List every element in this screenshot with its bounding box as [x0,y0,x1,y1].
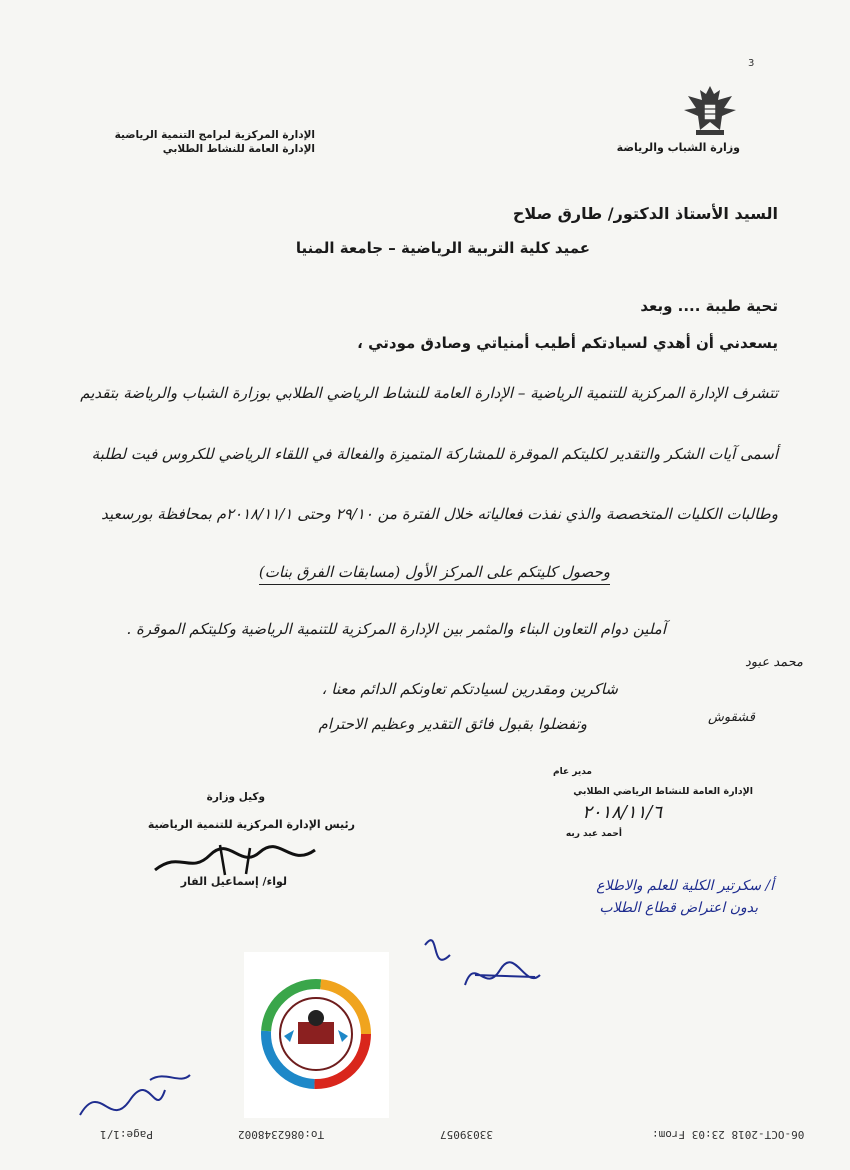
fax-date: 06-OCT-2018 23:03 From: [652,1128,805,1141]
marginal-signature-small: قشقوش [708,710,755,725]
body-line-5: آملين دوام التعاون البناء والمثمر بين الإدارة المركزية للتنمية الرياضية وكليتكم الموقرة . [126,620,666,638]
body-line-6: شاكرين ومقدرين لسيادتكم تعاونكم الدائم معنا ، [321,680,618,698]
dept-line-2: الإدارة العامة للنشاط الطلابي [162,143,315,155]
body-line-3: وطالبات الكليات المتخصصة والذي نفذت فعالياته خلال الفترة من ٢٩/١٠ وحتى ٢٠١٨/١١/١م بمحافظة بورسعيد [101,505,778,523]
deputy-signature-icon [150,840,320,880]
wishes-line: يسعدني أن أهدي لسيادتكم أطيب أمنياتي وصادق مودتي ، [357,334,778,352]
fax-page-count: Page:1/1 [100,1128,153,1141]
body-line-7: وتفضلوا بقبول فائق التقدير وعظيم الاحترام [318,715,587,733]
body-line-1: تتشرف الإدارة المركزية للتنمية الرياضية – الإدارة العامة للنشاط الرياضي الطلابي بوزارة الشباب والرياضة بتقديم [80,384,778,402]
watermark-logo [244,952,389,1118]
addressee-name: السيد الأستاذ الدكتور/ طارق صلاح [512,204,778,223]
fax-from-number: 33039057 [440,1128,493,1141]
deputy-title: وكيل وزارة [206,791,265,803]
blue-initials-icon [70,1060,200,1135]
handwritten-note-1: أ/ سكرتير الكلية للعلم والاطلاع [596,878,774,894]
page-number: 3 [748,58,755,69]
addressee-title: عميد كلية التربية الرياضية – جامعة المنيا [295,239,590,257]
deputy-head: رئيس الإدارة المركزية للتنمية الرياضية [147,818,355,831]
department-block [115,128,315,156]
circular-logo-icon [244,952,389,1118]
handwritten-note-2: بدون اعتراض قطاع الطلاب [599,900,758,916]
director-title: مدير عام [552,767,592,777]
greeting: تحية طيبة .... وبعد [640,297,778,315]
body-line-2: أسمى آيات الشكر والتقدير لكليتكم الموقرة للمشاركة المتميزة والفعالة في اللقاء الرياضي للكروس فيت لطلبة [91,445,778,463]
marginal-signature-top: محمد عبود [745,655,804,670]
dept-line-1: الإدارة المركزية لبرامج التنمية الرياضية [114,129,315,141]
body-line-4-underlined: وحصول كليتكم على المركز الأول (مسابقات الفرق بنات) [259,563,610,585]
deputy-name: لواء/ إسماعيل الفار [180,875,287,888]
director-dept: الإدارة العامة للنشاط الرياضي الطلابي [573,786,753,797]
ministry-name: وزارة الشباب والرياضة [616,141,740,154]
eagle-emblem-icon [680,80,740,140]
fax-to-number: To:0862348002 [238,1128,325,1141]
director-name: أحمد عبد ربه [565,829,622,839]
director-date: ٢٠١٨/١١/٦ [582,802,662,823]
blue-signature-icon [415,915,555,1005]
